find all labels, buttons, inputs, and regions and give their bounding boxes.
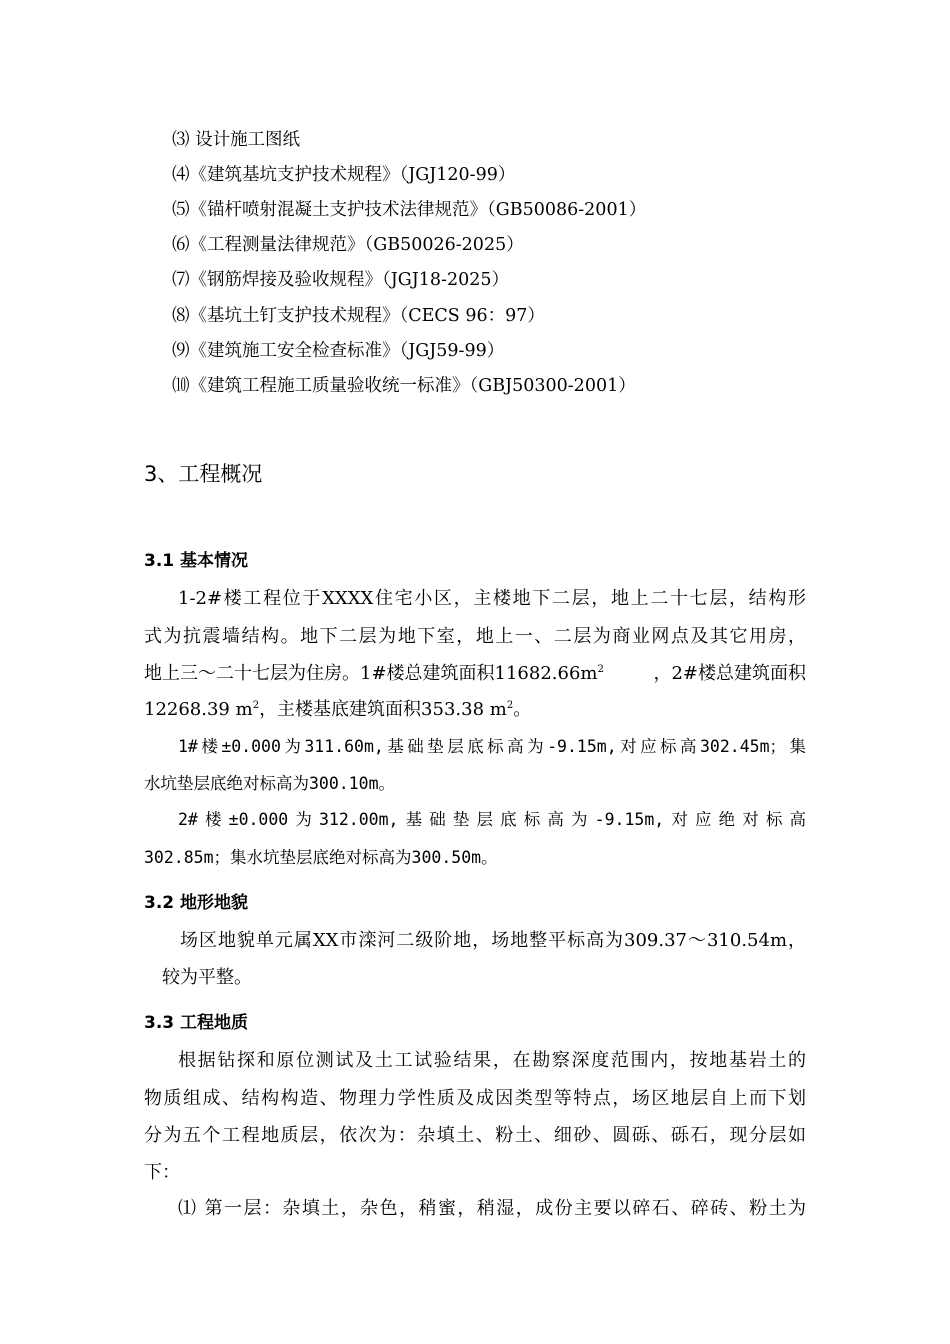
paragraph-line: 水坑垫层底绝对标高为300.10m。 (144, 774, 396, 793)
reference-item: ⑽《建筑工程施工质量验收统一标准》（GBJ50300-2001） (172, 376, 636, 396)
reference-item: ⑻《基坑土钉支护技术规程》（CECS 96：97） (172, 306, 545, 326)
paragraph-line: 较为平整。 (162, 967, 252, 988)
section-title: 3、工程概况 (144, 462, 263, 486)
paragraph-line: 物质组成、结构构造、物理力学性质及成因类型等特点，场区地层自上而下划 (144, 1088, 806, 1109)
reference-item: ⑸《锚杆喷射混凝土支护技术法律规范》（GB50086-2001） (172, 200, 647, 220)
paragraph-line: 12268.39 $m^2$，主楼基底建筑面积353.38 $m^2$。 (144, 699, 532, 720)
paragraph-line: 根据钻探和原位测试及土工试验结果，在勘察深度范围内，按地基岩土的 (178, 1050, 806, 1071)
reference-item: ⑶ 设计施工图纸 (172, 130, 301, 150)
paragraph-line (144, 659, 806, 685)
paragraph-line: 下： (144, 1162, 180, 1183)
subsection-heading: 3.2 地形地貌 (144, 893, 249, 913)
reference-item: ⑷《建筑基坑支护技术规程》（JGJ120-99） (172, 165, 516, 185)
text-span: ，2#楼总建筑面积 (653, 663, 806, 684)
paragraph-line: 式为抗震墙结构。地下二层为地下室，地上一、二层为商业网点及其它用房， (144, 626, 806, 647)
reference-item: ⑺《钢筋焊接及验收规程》（JGJ18-2025） (172, 270, 509, 290)
paragraph-line: 1#楼±0.000为311.60m,基础垫层底标高为-9.15m,对应标高302.45m；集 (178, 737, 806, 756)
subsection-heading: 3.3 工程地质 (144, 1013, 249, 1033)
paragraph-line: 分为五个工程地质层，依次为：杂填土、粉土、细砂、圆砾、砾石，现分层如 (144, 1125, 806, 1146)
subsection-heading: 3.1 基本情况 (144, 551, 249, 571)
text-span: 地上三～二十七层为住房。1#楼总建筑面积$11682.66m^2$ (144, 663, 604, 684)
paragraph-line: ⑴ 第一层：杂填土，杂色，稍蜜，稍湿，成份主要以碎石、碎砖、粉土为 (178, 1198, 806, 1219)
paragraph-line: 2#楼±0.000为312.00m,基础垫层底标高为-9.15m,对应绝对标高 (178, 810, 806, 829)
paragraph-line: 1-2#楼工程位于XXXX住宅小区，主楼地下二层，地上二十七层，结构形 (178, 588, 806, 609)
reference-item: ⑹《工程测量法律规范》（GB50026-2025） (172, 235, 524, 255)
reference-item: ⑼《建筑施工安全检查标准》（JGJ59-99） (172, 341, 505, 361)
paragraph-line: 302.85m；集水坑垫层底绝对标高为300.50m。 (144, 848, 498, 867)
paragraph-line: 场区地貌单元属XX市滦河二级阶地，场地整平标高为309.37～310.54m， (180, 930, 806, 951)
